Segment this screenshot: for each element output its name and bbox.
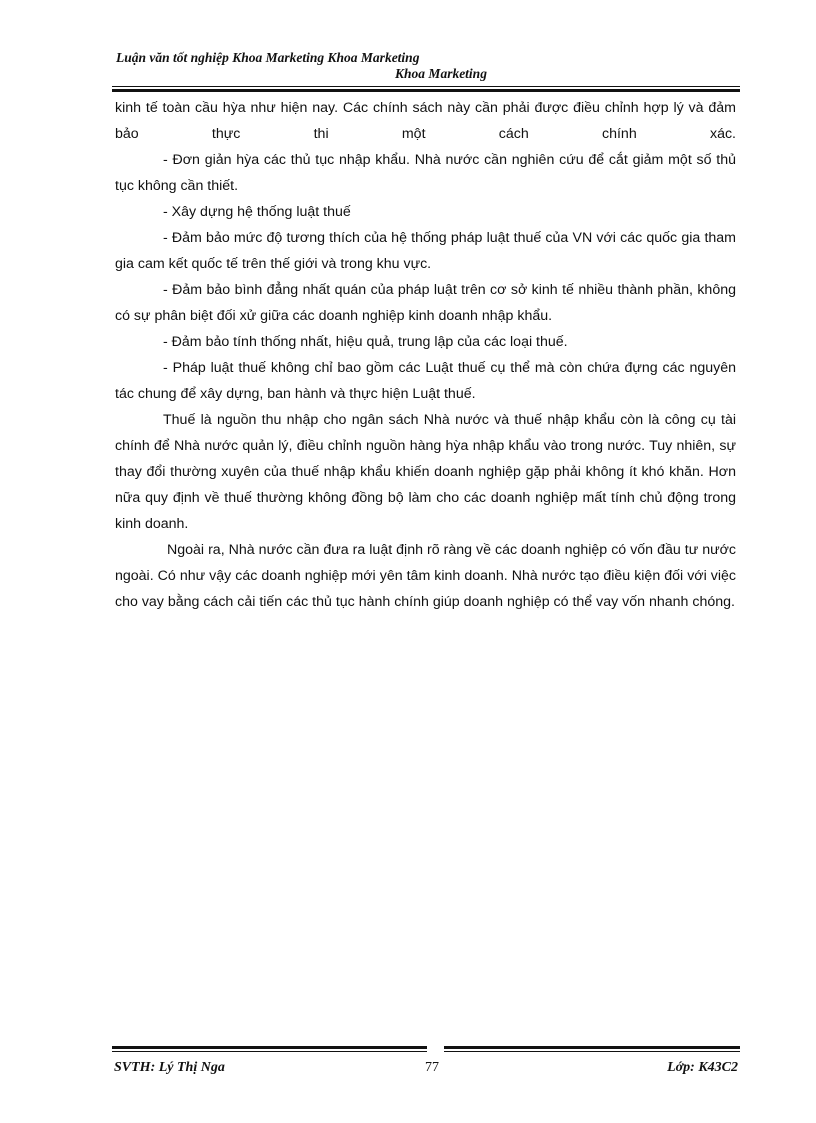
bullet-item: - Xây dựng hệ thống luật thuế (163, 204, 351, 220)
page-header (112, 50, 740, 82)
header-subtitle: Khoa Marketing (395, 66, 487, 81)
footer-student: SVTH: Lý Thị Nga (114, 1060, 225, 1075)
footer-rule-right (444, 1046, 740, 1052)
bullet-item: - Đảm bảo mức độ tương thích của hệ thống pháp luật thuế của VN với các quốc gia tham gia cam kết quốc tế trên thế giới và trong khu vực. (115, 230, 736, 272)
bullet-item: - Đơn giản hỳa các thủ tục nhập khẩu. Nhà nước cần nghiên cứu để cắt giảm một số thủ tục không cần thiết. (115, 152, 736, 194)
bullet-item: - Đảm bảo bình đẳng nhất quán của pháp luật trên cơ sở kinh tế nhiều thành phần, không có sự phân biệt đối xử giữa các doanh nghiệp kinh doanh nhập khẩu. (115, 282, 736, 324)
footer-class: Lớp: K43C2 (667, 1060, 738, 1075)
document-body (115, 95, 736, 615)
bullet-item: - Pháp luật thuế không chỉ bao gồm các Luật thuế cụ thể mà còn chứa đựng các nguyên tác chung để xây dựng, ban hành và thực hiện Luật thuế. (115, 360, 736, 402)
footer-rule-left (112, 1046, 427, 1052)
page-number: 77 (425, 1060, 439, 1075)
paragraph: Ngoài ra, Nhà nước cần đưa ra luật định rõ ràng về các doanh nghiệp có vốn đầu tư nước ngoài. Có như vậy các doanh nghiệp mới yên tâm kinh doanh. Nhà nước tạo điều kiện đối với việc cho vay bằng cách cải tiến các thủ tục hành chính giúp doanh nghiệp có thể vay vốn nhanh chóng. (115, 542, 736, 610)
paragraph: Thuế là nguồn thu nhập cho ngân sách Nhà nước và thuế nhập khẩu còn là công cụ tài chính để Nhà nước quản lý, điều chỉnh nguồn hàng hỳa nhập khẩu vào trong nước. Tuy nhiên, sự thay đổi thường xuyên của thuế nhập khẩu khiến doanh nghiệp gặp phải không ít khó khăn. Hơn nữa quy định về thuế thường không đồng bộ làm cho các doanh nghiệp mất tính chủ động trong kinh doanh. (115, 412, 736, 532)
bullet-item: - Đảm bảo tính thống nhất, hiệu quả, trung lập của các loại thuế. (163, 334, 568, 350)
header-rule (112, 86, 740, 92)
header-title: Luận văn tốt nghiệp Khoa Marketing Khoa Marketing (116, 50, 420, 65)
paragraph: kinh tế toàn cầu hỳa như hiện nay. Các chính sách này cần phải được điều chỉnh hợp lý và đảm bảo thực thi một cách chính xác. (115, 100, 736, 142)
